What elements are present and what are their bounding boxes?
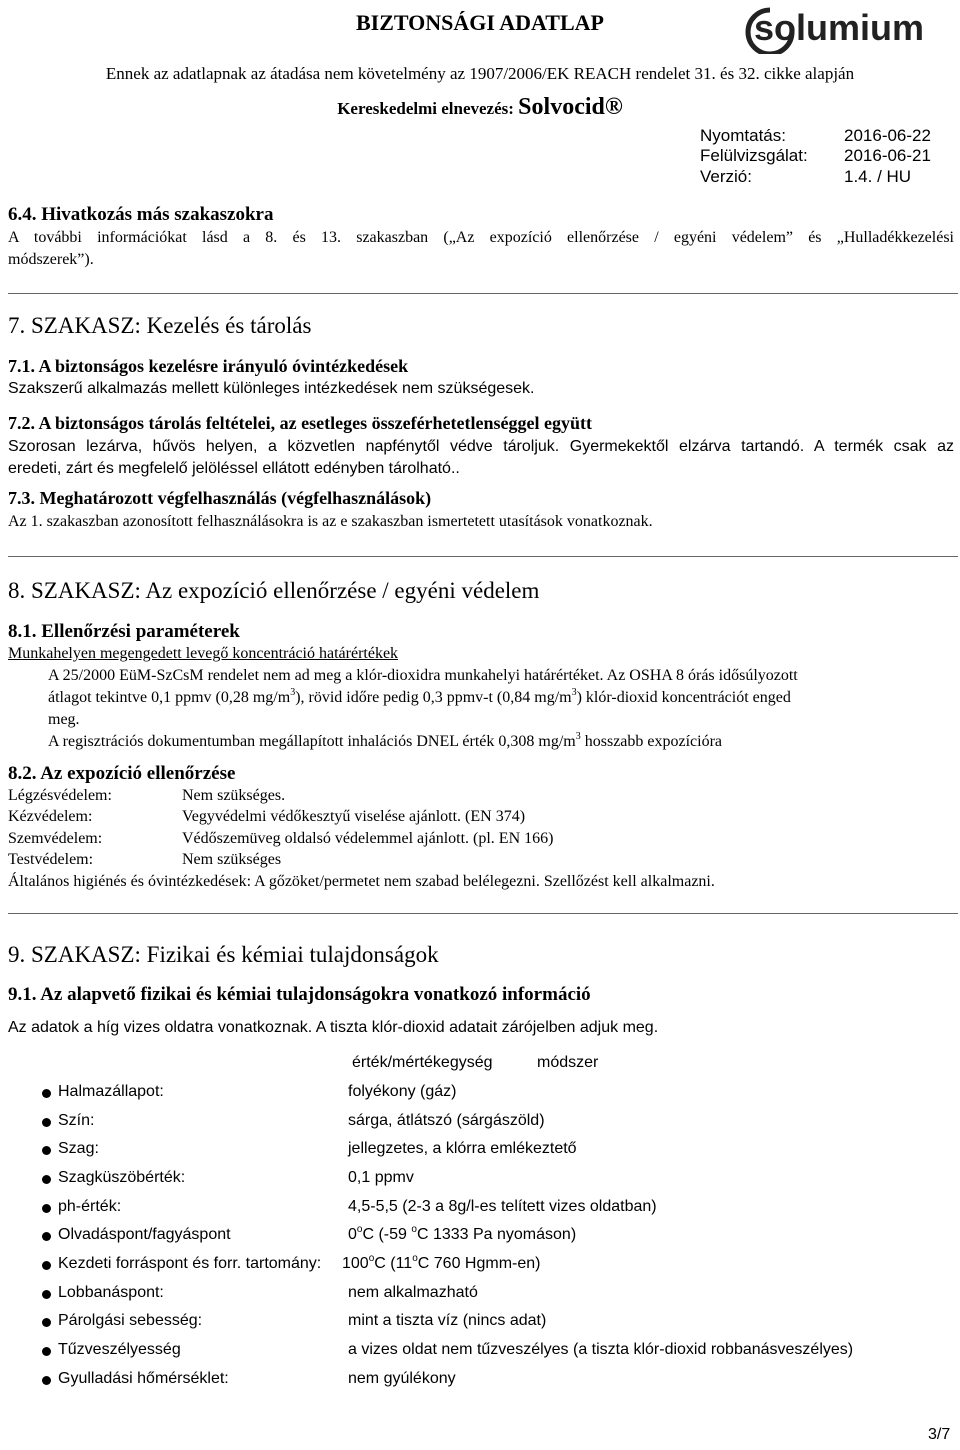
property-value — [348, 1226, 576, 1244]
version-label: Verzió: — [700, 167, 752, 186]
text-fragment: 0 — [348, 1226, 357, 1243]
regulation-note: Ennek az adatlapnak az átadása nem követelmény az 1907/2006/EK REACH rendelet 31. és 32. cikke alapján — [105, 64, 855, 83]
text-fragment: ) klór-dioxid koncentrációt enged — [576, 689, 791, 706]
protection-label: Légzésvédelem: — [8, 787, 112, 804]
page-number: 3/7 — [928, 1426, 951, 1443]
logo-wordmark: solumium — [754, 7, 925, 48]
superscript: o — [368, 1253, 375, 1264]
paragraph-7-1: Szakszerű alkalmazás mellett különleges intézkedések nem szükségesek. — [8, 380, 535, 397]
column-header-unit: érték/mértékegység — [352, 1054, 493, 1071]
section-divider — [8, 556, 958, 557]
section-7-title: 7. SZAKASZ: Kezelés és tárolás — [8, 313, 312, 338]
column-header-method: módszer — [537, 1054, 599, 1071]
paragraph-8-1-line3: meg. — [48, 711, 80, 728]
paragraph-6-4-line1: A további információkat lásd a 8. és 13. szakaszban („Az expozíció ellenőrzése / egyéni védelem” és „Hulladékkezelési — [8, 229, 954, 246]
property-value: a vizes oldat nem tűzveszélyes (a tiszta klór-dioxid robbanásveszélyes) — [348, 1341, 854, 1358]
solumium-logo — [740, 2, 960, 59]
trade-name-label: Kereskedelmi elnevezés: — [337, 99, 514, 118]
protection-value: Védőszemüveg oldalsó védelemmel ajánlott. (pl. EN 166) — [182, 830, 554, 847]
property-label: Szín: — [58, 1112, 95, 1129]
section-8-title: 8. SZAKASZ: Az expozíció ellenőrzése / egyéni védelem — [8, 578, 540, 603]
print-date: 2016-06-22 — [844, 126, 931, 145]
protection-value: Nem szükséges — [182, 851, 282, 868]
logo-graphic — [740, 2, 960, 54]
heading-8-1: 8.1. Ellenőrzési paraméterek — [8, 621, 240, 642]
review-label: Felülvizsgálat: — [700, 146, 808, 165]
paragraph-8-1-line1: A 25/2000 EüM-SzCsM rendelet nem ad meg a klór-dioxidra munkahelyi határértéket. Az OSHA 8 órás idősúlyozott — [48, 667, 798, 684]
section-9-title: 9. SZAKASZ: Fizikai és kémiai tulajdonságok — [8, 942, 439, 967]
superscript: 3 — [571, 687, 577, 698]
heading-7-2: 7.2. A biztonságos tárolás feltételei, az esetleges összeférhetetlenséggel együtt — [8, 413, 592, 433]
section-divider — [8, 913, 958, 914]
text-fragment: C 760 Hgmm-en) — [417, 1255, 541, 1272]
superscript: 3 — [575, 731, 581, 742]
paragraph-7-2-line2: eredeti, zárt és megfelelő jelöléssel ellátott edényben tárolható.. — [8, 460, 460, 477]
text-fragment: ), rövid időre pedig 0,3 ppmv-t (0,84 mg/m — [295, 689, 572, 706]
property-label: Kezdeti forráspont és forr. tartomány: — [58, 1255, 322, 1272]
section-divider — [8, 293, 958, 294]
text-fragment: C 1333 Pa nyomáson) — [416, 1226, 577, 1243]
bullet-icon — [42, 1318, 51, 1327]
property-value: 0,1 ppmv — [348, 1169, 414, 1186]
property-label: Szagküszöbérték: — [58, 1169, 186, 1186]
document-title: BIZTONSÁGI ADATLAP — [356, 10, 604, 35]
limits-subheading: Munkahelyen megengedett levegő koncentráció határértékek — [8, 645, 399, 662]
heading-9-1: 9.1. Az alapvető fizikai és kémiai tulajdonságokra vonatkozó információ — [8, 984, 591, 1005]
protection-value: Vegyvédelmi védőkesztyű viselése ajánlott. (EN 374) — [182, 808, 526, 825]
bullet-icon — [42, 1376, 51, 1385]
property-value — [342, 1255, 540, 1273]
text-fragment: 100 — [342, 1255, 369, 1272]
print-label: Nyomtatás: — [700, 126, 786, 145]
property-label: Halmazállapot: — [58, 1083, 164, 1100]
text-fragment: A regisztrációs dokumentumban megállapított inhalációs DNEL érték 0,308 mg/m — [48, 733, 576, 750]
property-value: nem alkalmazható — [348, 1284, 478, 1301]
text-fragment: átlagot tekintve 0,1 ppmv (0,28 mg/m — [48, 689, 291, 706]
property-value: folyékony (gáz) — [348, 1083, 457, 1100]
protection-label: Testvédelem: — [8, 851, 94, 868]
text-fragment: C (11 — [374, 1255, 413, 1272]
bullet-icon — [42, 1175, 51, 1184]
protection-label: Szemvédelem: — [8, 830, 103, 847]
property-label: Tűzveszélyesség — [58, 1341, 181, 1358]
property-label: Gyulladási hőmérséklet: — [58, 1370, 229, 1387]
trade-name: Solvocid® — [518, 94, 623, 120]
paragraph-7-3: Az 1. szakaszban azonosított felhasználásokra is az e szakaszban ismertetett utasítások vonatkoznak. — [8, 513, 653, 530]
paragraph-8-1-line4 — [48, 733, 722, 751]
property-value: mint a tiszta víz (nincs adat) — [348, 1312, 547, 1329]
bullet-icon — [42, 1290, 51, 1299]
heading-6-4: 6.4. Hivatkozás más szakaszokra — [8, 204, 274, 225]
bullet-icon — [42, 1347, 51, 1356]
paragraph-8-1-line2 — [48, 689, 791, 707]
superscript: o — [411, 1224, 417, 1235]
property-label: Szag: — [58, 1140, 99, 1157]
property-value: sárga, átlátszó (sárgászöld) — [348, 1112, 545, 1129]
heading-8-2: 8.2. Az expozíció ellenőrzése — [8, 763, 236, 784]
review-date: 2016-06-21 — [844, 146, 931, 165]
text-fragment: C (-59 — [362, 1226, 412, 1243]
bullet-icon — [42, 1261, 51, 1270]
paragraph-7-2-line1: Szorosan lezárva, hűvös helyen, a közvetlen napfénytől védve tároljuk. Gyermekektől elzárva tartandó. A termék csak az — [8, 438, 954, 455]
bullet-icon — [42, 1232, 51, 1241]
property-label: Párolgási sebesség: — [58, 1312, 203, 1329]
paragraph-9-1: Az adatok a híg vizes oldatra vonatkoznak. A tiszta klór-dioxid adatait zárójelben adjuk meg. — [8, 1019, 659, 1036]
trade-name-line — [0, 94, 960, 121]
property-label: Olvadáspont/fagyáspont — [58, 1226, 231, 1243]
property-value: 4,5-5,5 (2-3 a 8g/l-es telített vizes oldatban) — [348, 1198, 657, 1215]
paragraph-6-4-line2: módszerek”). — [8, 251, 94, 268]
hygiene-paragraph: Általános higiénés és óvintézkedések: A gőzöket/permetet nem szabad belélegezni. Szellőzést kell alkalmazni. — [8, 873, 715, 890]
property-value: jellegzetes, a klórra emlékeztető — [348, 1140, 577, 1157]
superscript: 3 — [290, 687, 296, 698]
superscript: o — [412, 1253, 418, 1264]
property-label: Lobbanáspont: — [58, 1284, 164, 1301]
bullet-icon — [42, 1089, 51, 1098]
bullet-icon — [42, 1146, 51, 1155]
protection-label: Kézvédelem: — [8, 808, 93, 825]
heading-7-3: 7.3. Meghatározott végfelhasználás (végfelhasználások) — [8, 488, 432, 508]
bullet-icon — [42, 1204, 51, 1213]
superscript: o — [356, 1224, 363, 1235]
text-fragment: hosszabb expozícióra — [580, 733, 723, 750]
version-value: 1.4. / HU — [844, 167, 912, 186]
heading-7-1: 7.1. A biztonságos kezelésre irányuló óvintézkedések — [8, 356, 409, 376]
property-label: ph-érték: — [58, 1198, 122, 1215]
property-value: nem gyúlékony — [348, 1370, 456, 1387]
bullet-icon — [42, 1118, 51, 1127]
protection-value: Nem szükséges. — [182, 787, 286, 804]
